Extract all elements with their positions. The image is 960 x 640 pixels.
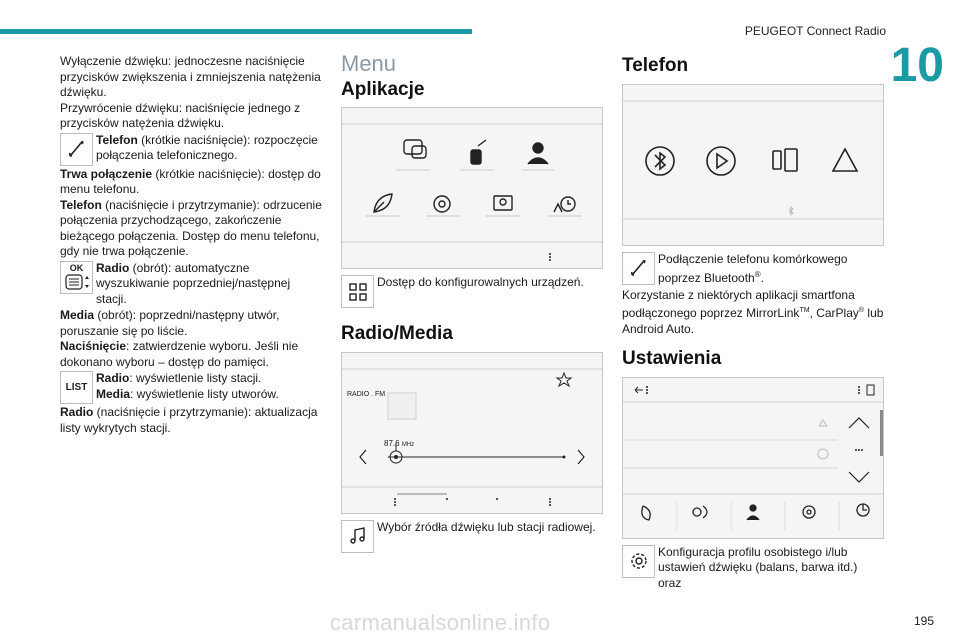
phone-handset-icon — [60, 133, 93, 166]
telefon-long-paragraph — [60, 198, 322, 260]
page-header-title: PEUGEOT Connect Radio — [744, 24, 886, 38]
media-label: Media — [60, 308, 95, 322]
mirror-tm: TM — [799, 307, 810, 314]
column-2 — [341, 51, 603, 554]
press-label: Naciśnięcie — [60, 339, 127, 353]
watermark: carmanualsonline.info — [330, 610, 551, 635]
phone-handset-icon — [622, 252, 655, 285]
telefon-heading: Telefon — [622, 55, 689, 76]
mute-paragraph: Wyłączenie dźwięku: jednoczesne naciśnięcie przycisków zwiększenia i zmniejszenia natężenia dźwięku. — [60, 54, 321, 99]
mirror-text-1: Korzystanie z niektórych aplikacji smartfona podłączonego poprzez MirrorLink — [622, 287, 855, 320]
telefon-desc: (krótkie naciśnięcie): rozpoczęcie połączenia telefonicznego. — [96, 132, 318, 162]
radio-media-heading: Radio/Media — [341, 323, 453, 344]
list-key-icon: LIST — [60, 371, 93, 404]
media2-label: Media — [96, 386, 131, 401]
chapter-number: 10 — [890, 39, 944, 92]
gear-icon — [622, 545, 655, 578]
apps-icon-row-1 — [404, 140, 548, 164]
mirror-text-3: lub Android Auto. — [622, 306, 884, 336]
radio3-desc: (naciśnięcie i przytrzymanie): aktualizacja listy wykrytych stacji. — [60, 405, 318, 435]
radio-update-paragraph — [60, 405, 322, 436]
apps-grid-icon — [341, 275, 374, 308]
media2-desc: : wyświetlenie listy utworów. — [130, 386, 279, 401]
mirror-paragraph — [622, 288, 884, 338]
trwa-label: Trwa połączenie — [60, 166, 153, 181]
mirror-reg: ® — [858, 307, 865, 314]
apps-icon-row-2 — [374, 194, 575, 212]
radio-desc: (obrót): automatyczne wyszukiwanie poprzedniej/następnej stacji. — [96, 260, 291, 306]
radio-label: Radio — [96, 260, 130, 275]
radio-desc-row — [341, 520, 603, 553]
telefon-key-row — [60, 133, 322, 166]
telefon2-label: Telefon — [60, 197, 102, 212]
radio-screen — [341, 352, 603, 514]
phone-screen — [622, 84, 884, 246]
page-number: 195 — [913, 614, 934, 628]
radio3-label: Radio — [60, 405, 94, 419]
music-note-icon — [341, 520, 374, 553]
radio-frequency — [384, 436, 414, 454]
radio-desc: Wybór źródła dźwięku lub stacji radiowej. — [377, 519, 596, 534]
settings-desc-row — [622, 545, 884, 592]
settings-screen — [622, 377, 884, 539]
phone-desc-row — [622, 252, 884, 287]
phone-desc-end: . — [760, 271, 764, 285]
apps-desc: Dostęp do konfigurowalnych urządzeń. — [377, 275, 584, 289]
settings-desc: Konfiguracja profilu osobistego i/lub ustawień dźwięku (balans, barwa itd.) oraz — [658, 544, 858, 590]
header-accent-bar — [0, 29, 472, 34]
column-1 — [60, 54, 322, 436]
telefon2-desc: (naciśnięcie i przytrzymanie): odrzucenie połączenia przychodzącego, zakończenie bieżącego połączenia. Dostęp do menu telefonu, gdy nie trwa połączenie. — [60, 197, 322, 258]
apps-screen — [341, 107, 603, 269]
ok-knob-row — [60, 261, 322, 308]
radio2-label: Radio — [96, 371, 130, 385]
press-paragraph — [60, 339, 322, 370]
column-3 — [622, 54, 884, 592]
phone-desc-text: Podłączenie telefonu komórkowego poprzez Bluetooth — [658, 251, 848, 285]
phone-desc-reg: ® — [754, 270, 761, 279]
ok-knob-icon — [60, 261, 93, 294]
phone-desc — [658, 252, 884, 287]
aplikacje-heading: Aplikacje — [341, 78, 425, 100]
telefon-label: Telefon — [96, 132, 138, 147]
list-key-row — [60, 371, 322, 404]
press-desc: : zatwierdzenie wyboru. Jeśli nie dokonano wyboru – dostęp do pamięci. — [60, 339, 299, 369]
trwa-desc: (krótkie naciśnięcie): dostęp do menu telefonu. — [60, 166, 321, 196]
unmute-paragraph: Przywrócenie dźwięku: naciśnięcie jednego z przycisków natężenia dźwięku. — [60, 100, 301, 130]
radio-screen-label: RADIO . FM — [347, 390, 386, 398]
radio-freq-value: 87.6 — [384, 438, 400, 448]
trwa-paragraph — [60, 167, 322, 198]
ustawienia-heading: Ustawienia — [622, 348, 722, 369]
media-paragraph — [60, 308, 322, 339]
radio2-desc: : wyświetlenie listy stacji. — [129, 371, 262, 385]
radio-freq-unit: MHz — [401, 441, 415, 448]
ok-label: OK — [69, 262, 84, 273]
menu-heading: Menu — [341, 51, 397, 76]
phone-screen-icons — [646, 147, 857, 175]
media-desc: (obrót): poprzedni/następny utwór, poruszanie się po liście. — [60, 308, 280, 338]
mirror-text-2: , CarPlay — [809, 306, 859, 320]
apps-desc-row — [341, 275, 603, 308]
